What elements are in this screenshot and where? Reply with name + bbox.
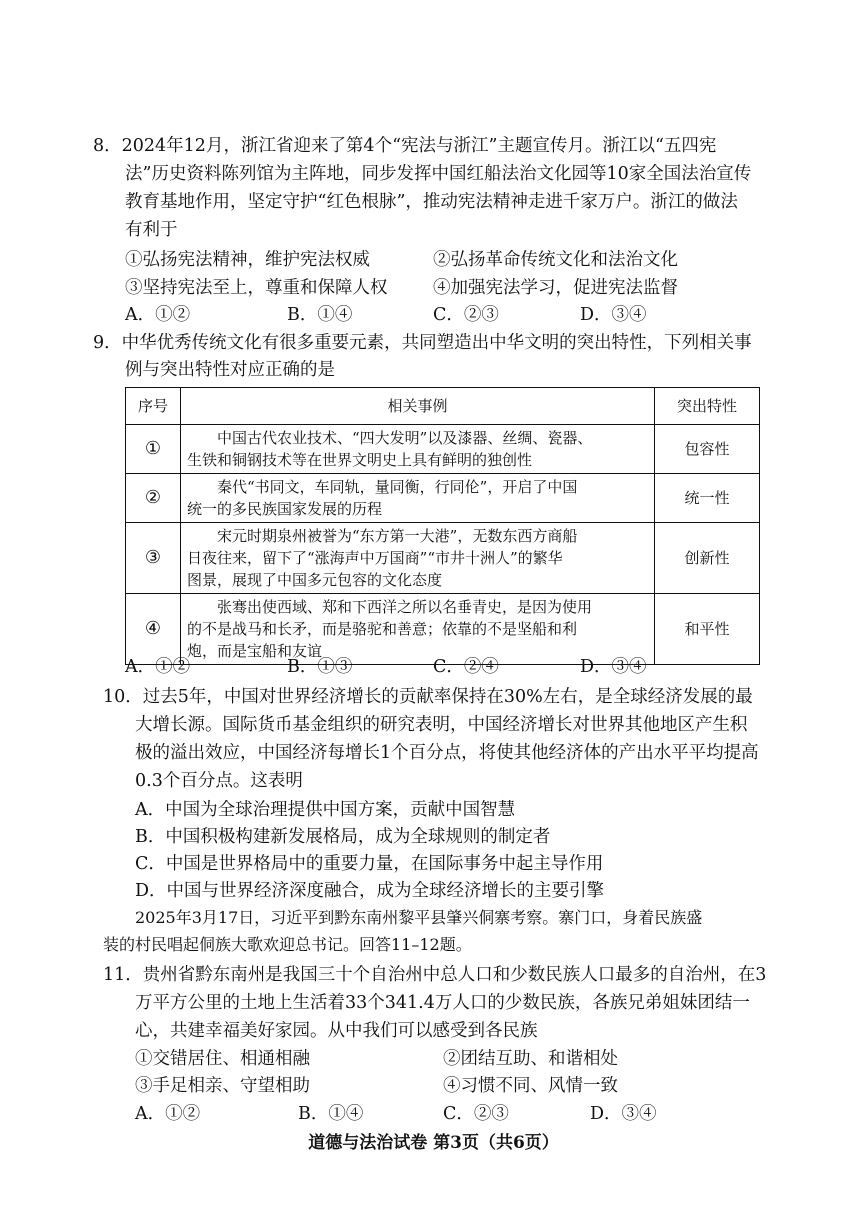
case-line: 炮，而是宝船和友谊 xyxy=(187,642,323,660)
q9-stem-line: 9．中华优秀传统文化有很多重要元素，共同塑造出中华文明的突出特性，下列相关事 xyxy=(93,333,752,353)
q10-option-a: A．中国为全球治理提供中国方案，贡献中国智慧 xyxy=(135,800,516,820)
table-cell-no: ④ xyxy=(126,594,181,665)
q8-stem-line: 8．2024年12月，浙江省迎来了第4个“宪法与浙江”主题宣传月。浙江以“五四宪 xyxy=(93,136,717,156)
q11-item: ①交错居住、相通相融 xyxy=(135,1049,310,1069)
case-line: 秦代“书同文，车同轨，量同衡，行同伦”，开启了中国 xyxy=(217,478,578,496)
table-header-trait: 突出特性 xyxy=(655,388,760,425)
case-line: 的不是战马和长矛，而是骆驼和善意；依靠的不是坚船和利 xyxy=(187,620,578,638)
table-cell-case xyxy=(181,523,655,594)
table-row xyxy=(126,425,760,474)
case-line: 张骞出使西域、郑和下西洋之所以名垂青史，是因为使用 xyxy=(217,598,593,616)
table-header-no: 序号 xyxy=(126,388,181,425)
q10-stem-line: 0.3个百分点。这表明 xyxy=(135,771,303,791)
table-cell-trait: 包容性 xyxy=(655,425,760,474)
table-cell-no: ② xyxy=(126,474,181,523)
table-cell-no: ① xyxy=(126,425,181,474)
case-line: 生铁和铜钢技术等在世界文明史上具有鲜明的独创性 xyxy=(187,451,533,469)
q10-option-c: C．中国是世界格局中的重要力量，在国际事务中起主导作用 xyxy=(135,854,604,874)
q8-option-b: B．①④ xyxy=(287,305,353,325)
table-cell-trait: 和平性 xyxy=(655,594,760,665)
q11-stem-line: 11．贵州省黔东南州是我国三十个自治州中总人口和少数民族人口最多的自治州，在3 xyxy=(103,965,767,985)
q10-option-b: B．中国积极构建新发展格局，成为全球规则的制定者 xyxy=(135,827,551,847)
table-cell-trait: 统一性 xyxy=(655,474,760,523)
table-cell-case xyxy=(181,474,655,523)
q9-option-a: A．①② xyxy=(125,657,191,677)
q11-option-a: A．①② xyxy=(135,1104,201,1124)
q9-stem-line: 例与突出特性对应正确的是 xyxy=(125,360,335,380)
material-line: 装的村民唱起侗族大歌欢迎总书记。回答11–12题。 xyxy=(103,935,472,954)
q8-option-a: A．①② xyxy=(125,305,191,325)
q8-item: ④加强宪法学习，促进宪法监督 xyxy=(433,278,678,298)
q8-stem-line: 有利于 xyxy=(125,220,178,240)
material-line: 2025年3月17日，习近平到黔东南州黎平县肇兴侗寨考察。寨门口，身着民族盛 xyxy=(135,908,703,927)
q11-option-b: B．①④ xyxy=(298,1104,364,1124)
q8-option-c: C．②③ xyxy=(433,305,499,325)
q9-case-table xyxy=(125,387,760,665)
q8-stem-line: 法”历史资料陈列馆为主阵地，同步发挥中国红船法治文化园等10家全国法治宣传 xyxy=(125,164,752,184)
table-cell-no: ③ xyxy=(126,523,181,594)
q11-item: ④习惯不同、风情一致 xyxy=(443,1076,618,1096)
table-header-row xyxy=(126,388,760,425)
case-line: 统一的多民族国家发展的历程 xyxy=(187,500,383,518)
q10-option-d: D．中国与世界经济深度融合，成为全球经济增长的主要引擎 xyxy=(135,881,605,901)
q11-item: ③手足相亲、守望相助 xyxy=(135,1076,310,1096)
q8-item: ①弘扬宪法精神，维护宪法权威 xyxy=(125,250,370,270)
q9-option-d: D．③④ xyxy=(580,657,647,677)
q10-stem-line: 极的溢出效应，中国经济每增长1个百分点，将使其他经济体的产出水平平均提高 xyxy=(135,743,759,763)
table-cell-trait: 创新性 xyxy=(655,523,760,594)
page-footer: 道德与法治试卷 第3页（共6页） xyxy=(308,1133,559,1153)
q11-item: ②团结互助、和谐相处 xyxy=(443,1049,618,1069)
q8-item: ③坚持宪法至上，尊重和保障人权 xyxy=(125,278,388,298)
q8-option-d: D．③④ xyxy=(580,305,647,325)
q11-option-d: D．③④ xyxy=(590,1104,657,1124)
q8-stem-line: 教育基地作用，坚定守护“红色根脉”，推动宪法精神走进千家万户。浙江的做法 xyxy=(125,192,738,212)
table-header-case: 相关事例 xyxy=(181,388,655,425)
table-row xyxy=(126,523,760,594)
q9-option-b: B．①③ xyxy=(287,657,353,677)
q9-option-c: C．②④ xyxy=(433,657,499,677)
table-row xyxy=(126,474,760,523)
case-line: 中国古代农业技术、“四大发明”以及漆器、丝绸、瓷器、 xyxy=(217,429,593,447)
q10-stem-line: 10．过去5年，中国对世界经济增长的贡献率保持在30%左右，是全球经济发展的最 xyxy=(103,687,753,707)
table-cell-case xyxy=(181,425,655,474)
case-line: 图景，展现了中国多元包容的文化态度 xyxy=(187,571,443,589)
case-line: 日夜往来，留下了“涨海声中万国商”“市井十洲人”的繁华 xyxy=(187,549,563,567)
q11-stem-line: 万平方公里的土地上生活着33个341.4万人口的少数民族，各族兄弟姐妹团结一 xyxy=(135,993,750,1013)
q8-item: ②弘扬革命传统文化和法治文化 xyxy=(433,250,678,270)
q11-option-c: C．②③ xyxy=(443,1104,509,1124)
q11-stem-line: 心，共建幸福美好家园。从中我们可以感受到各民族 xyxy=(135,1021,538,1041)
case-line: 宋元时期泉州被誉为“东方第一大港”，无数东西方商船 xyxy=(217,527,578,545)
q10-stem-line: 大增长源。国际货币基金组织的研究表明，中国经济增长对世界其他地区产生积 xyxy=(135,715,748,735)
